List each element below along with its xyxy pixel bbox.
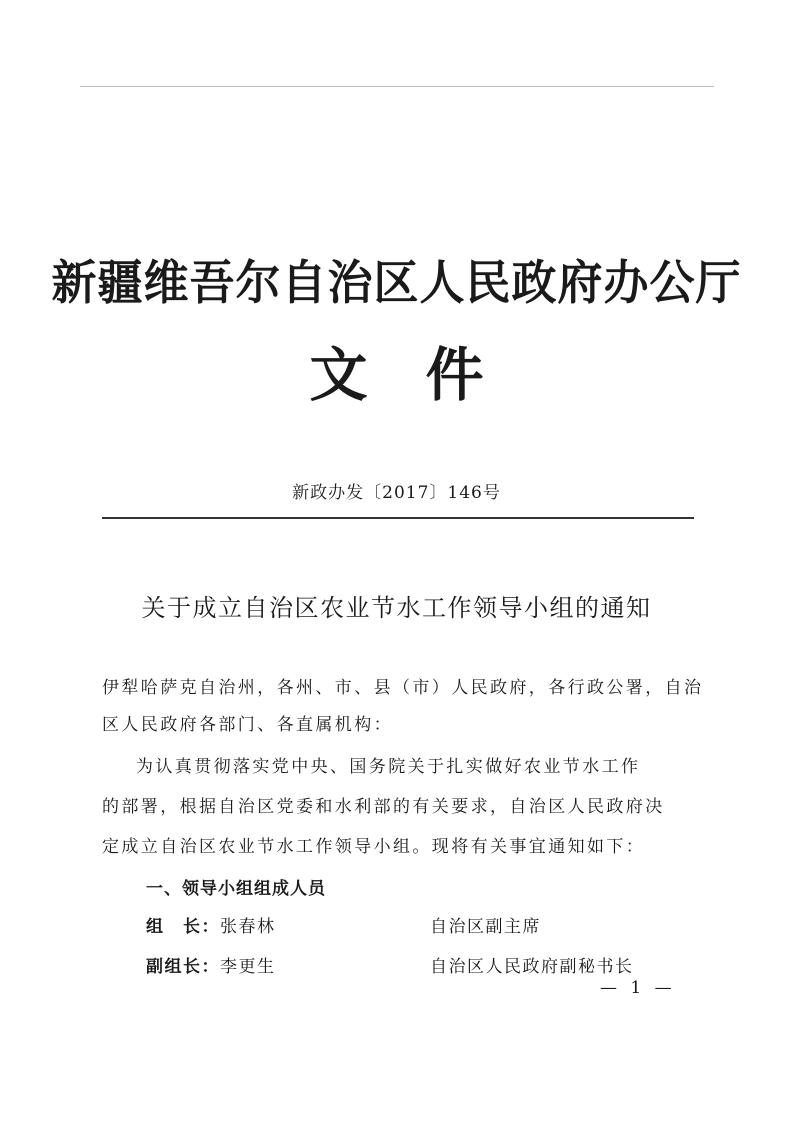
member-row-leader: [146, 912, 276, 937]
member-role: 组 长：: [146, 917, 220, 937]
section-heading-1: 一、领导小组组成人员: [146, 879, 326, 899]
member-role: 副组长：: [146, 957, 220, 977]
issuing-office-title: 新疆维吾尔自治区人民政府办公厅: [51, 254, 742, 311]
notice-title: 关于成立自治区农业节水工作领导小组的通知: [141, 594, 652, 622]
recipients-line-2: 区人民政府各部门、各直属机构：: [102, 715, 393, 735]
body-line-1: 为认真贯彻落实党中央、国务院关于扎实做好农业节水工作: [136, 757, 641, 777]
member-position: 自治区副主席: [430, 917, 541, 937]
body-line-3: 定成立自治区农业节水工作领导小组。现将有关事宜通知如下：: [102, 837, 646, 857]
top-divider: [80, 86, 714, 87]
document-number: 新政办发〔2017〕146号: [292, 483, 501, 503]
body-line-2: 的部署，根据自治区党委和水利部的有关要求，自治区人民政府决: [102, 797, 665, 817]
recipients-line-1: 伊犁哈萨克自治州，各州、市、县（市）人民政府，各行政公署，自治: [102, 678, 704, 698]
member-name: 张春林: [220, 917, 276, 937]
page-number: — 1 —: [600, 978, 676, 998]
member-name: 李更生: [220, 957, 276, 977]
header-divider: [102, 517, 694, 519]
member-row-deputy: [146, 952, 276, 977]
member-position: 自治区人民政府副秘书长: [430, 957, 634, 977]
document-word: 文件: [309, 341, 542, 409]
